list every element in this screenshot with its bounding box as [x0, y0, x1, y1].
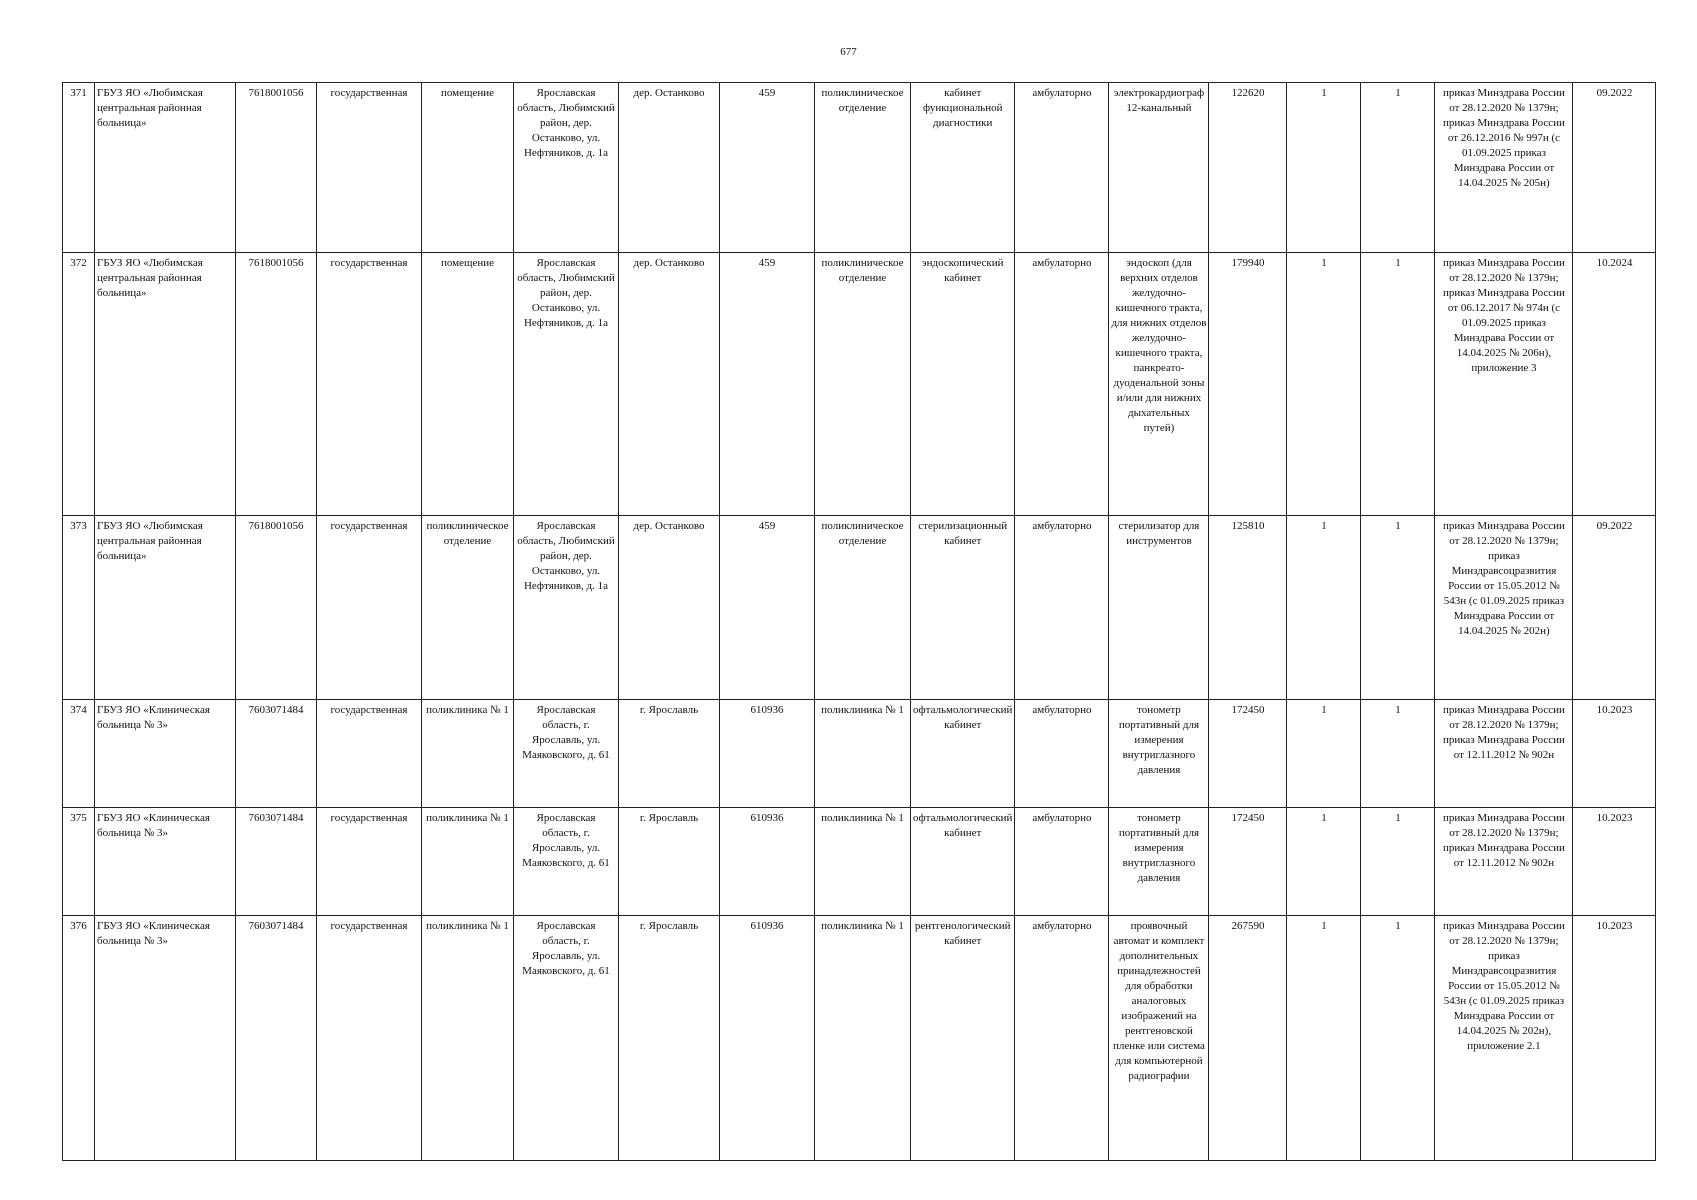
structural-unit: поликлиника № 1	[422, 916, 514, 1161]
address: Ярославская область, г. Ярославль, ул. Маяковского, д. 61	[514, 700, 619, 808]
population: 459	[720, 516, 815, 700]
organization-name: ГБУЗ ЯО «Любимская центральная районная больница»	[95, 83, 236, 253]
structural-unit: поликлиническое отделение	[422, 516, 514, 700]
row-number: 373	[63, 516, 95, 700]
population: 610936	[720, 916, 815, 1161]
care-mode: амбулаторно	[1015, 808, 1109, 916]
population: 459	[720, 83, 815, 253]
organization-name: ГБУЗ ЯО «Любимская центральная районная больница»	[95, 253, 236, 516]
equipment-name: стерилизатор для инструментов	[1109, 516, 1209, 700]
row-number: 372	[63, 253, 95, 516]
organization-name: ГБУЗ ЯО «Клиническая больница № 3»	[95, 916, 236, 1161]
legal-basis: приказ Минздрава России от 28.12.2020 № 1379н; приказ Минздрава России от 12.11.2012 № 902н	[1435, 808, 1573, 916]
page-number: 677	[840, 46, 857, 58]
structural-unit: помещение	[422, 253, 514, 516]
organization-name: ГБУЗ ЯО «Любимская центральная районная больница»	[95, 516, 236, 700]
inn: 7603071484	[236, 808, 317, 916]
inn: 7618001056	[236, 253, 317, 516]
delivery-date: 09.2022	[1573, 516, 1656, 700]
inn: 7603071484	[236, 700, 317, 808]
quantity-need: 1	[1361, 83, 1435, 253]
quantity-plan: 1	[1287, 700, 1361, 808]
quantity-plan: 1	[1287, 516, 1361, 700]
delivery-date: 09.2022	[1573, 83, 1656, 253]
cabinet: офтальмологический кабинет	[911, 808, 1015, 916]
address: Ярославская область, г. Ярославль, ул. Маяковского, д. 61	[514, 808, 619, 916]
quantity-need: 1	[1361, 700, 1435, 808]
ownership-form: государственная	[317, 253, 422, 516]
care-mode: амбулаторно	[1015, 916, 1109, 1161]
row-number: 375	[63, 808, 95, 916]
department: поликлиническое отделение	[815, 516, 911, 700]
quantity-need: 1	[1361, 916, 1435, 1161]
cabinet: эндоскопический кабинет	[911, 253, 1015, 516]
quantity-need: 1	[1361, 808, 1435, 916]
population: 459	[720, 253, 815, 516]
settlement: г. Ярославль	[619, 700, 720, 808]
equipment-name: тонометр портативный для измерения внутриглазного давления	[1109, 700, 1209, 808]
quantity-plan: 1	[1287, 916, 1361, 1161]
row-number: 371	[63, 83, 95, 253]
department: поликлиника № 1	[815, 916, 911, 1161]
care-mode: амбулаторно	[1015, 253, 1109, 516]
department: поликлиника № 1	[815, 700, 911, 808]
row-number: 376	[63, 916, 95, 1161]
equipment-code: 172450	[1209, 700, 1287, 808]
settlement: дер. Останково	[619, 516, 720, 700]
quantity-plan: 1	[1287, 253, 1361, 516]
ownership-form: государственная	[317, 516, 422, 700]
delivery-date: 10.2023	[1573, 808, 1656, 916]
organization-name: ГБУЗ ЯО «Клиническая больница № 3»	[95, 700, 236, 808]
table-row	[63, 916, 1656, 1161]
structural-unit: помещение	[422, 83, 514, 253]
table-row	[63, 253, 1656, 516]
delivery-date: 10.2024	[1573, 253, 1656, 516]
organization-name: ГБУЗ ЯО «Клиническая больница № 3»	[95, 808, 236, 916]
row-number: 374	[63, 700, 95, 808]
structural-unit: поликлиника № 1	[422, 700, 514, 808]
legal-basis: приказ Минздрава России от 28.12.2020 № 1379н; приказ Минздрава России от 26.12.2016 № 997н (с 01.09.2025 приказ Минздрава России от 14.04.2025 № 205н)	[1435, 83, 1573, 253]
equipment-code: 172450	[1209, 808, 1287, 916]
equipment-name: проявочный автомат и комплект дополнительных принадлежностей для обработки аналоговых изображений на рентгеновской пленке или система для компьютерной радиографии	[1109, 916, 1209, 1161]
delivery-date: 10.2023	[1573, 700, 1656, 808]
care-mode: амбулаторно	[1015, 516, 1109, 700]
equipment-code: 267590	[1209, 916, 1287, 1161]
ownership-form: государственная	[317, 83, 422, 253]
inn: 7603071484	[236, 916, 317, 1161]
legal-basis: приказ Минздрава России от 28.12.2020 № 1379н; приказ Минздрава России от 12.11.2012 № 902н	[1435, 700, 1573, 808]
equipment-name: электрокардиограф 12-канальный	[1109, 83, 1209, 253]
settlement: дер. Останково	[619, 83, 720, 253]
ownership-form: государственная	[317, 916, 422, 1161]
care-mode: амбулаторно	[1015, 83, 1109, 253]
department: поликлиническое отделение	[815, 253, 911, 516]
equipment-code: 179940	[1209, 253, 1287, 516]
structural-unit: поликлиника № 1	[422, 808, 514, 916]
inn: 7618001056	[236, 516, 317, 700]
quantity-plan: 1	[1287, 808, 1361, 916]
settlement: дер. Останково	[619, 253, 720, 516]
cabinet: офтальмологический кабинет	[911, 700, 1015, 808]
legal-basis: приказ Минздрава России от 28.12.2020 № 1379н; приказ Минздрава России от 06.12.2017 № 974н (с 01.09.2025 приказ Минздрава России от 14.04.2025 № 206н), приложение 3	[1435, 253, 1573, 516]
address: Ярославская область, г. Ярославль, ул. Маяковского, д. 61	[514, 916, 619, 1161]
legal-basis: приказ Минздрава России от 28.12.2020 № 1379н; приказ Минздравсоцразвития России от 15.05.2012 № 543н (с 01.09.2025 приказ Минздрава России от 14.04.2025 № 202н), приложение 2.1	[1435, 916, 1573, 1161]
table-row	[63, 808, 1656, 916]
quantity-plan: 1	[1287, 83, 1361, 253]
ownership-form: государственная	[317, 808, 422, 916]
cabinet: стерилизационный кабинет	[911, 516, 1015, 700]
legal-basis: приказ Минздрава России от 28.12.2020 № 1379н; приказ Минздравсоцразвития России от 15.05.2012 № 543н (с 01.09.2025 приказ Минздрава России от 14.04.2025 № 202н)	[1435, 516, 1573, 700]
inn: 7618001056	[236, 83, 317, 253]
equipment-name: тонометр портативный для измерения внутриглазного давления	[1109, 808, 1209, 916]
ownership-form: государственная	[317, 700, 422, 808]
delivery-date: 10.2023	[1573, 916, 1656, 1161]
equipment-code: 125810	[1209, 516, 1287, 700]
equipment-code: 122620	[1209, 83, 1287, 253]
care-mode: амбулаторно	[1015, 700, 1109, 808]
table-row	[63, 700, 1656, 808]
settlement: г. Ярославль	[619, 808, 720, 916]
cabinet: рентгенологический кабинет	[911, 916, 1015, 1161]
settlement: г. Ярославль	[619, 916, 720, 1161]
department: поликлиника № 1	[815, 808, 911, 916]
table-row	[63, 83, 1656, 253]
address: Ярославская область, Любимский район, дер. Останково, ул. Нефтяников, д. 1а	[514, 516, 619, 700]
population: 610936	[720, 700, 815, 808]
population: 610936	[720, 808, 815, 916]
department: поликлиническое отделение	[815, 83, 911, 253]
address: Ярославская область, Любимский район, дер. Останково, ул. Нефтяников, д. 1а	[514, 253, 619, 516]
address: Ярославская область, Любимский район, дер. Останково, ул. Нефтяников, д. 1а	[514, 83, 619, 253]
table-row	[63, 516, 1656, 700]
equipment-name: эндоскоп (для верхних отделов желудочно-кишечного тракта, для нижних отделов желудочно-кишечного тракта, панкреато-дуоденальной зоны и/или для нижних дыхательных путей)	[1109, 253, 1209, 516]
cabinet: кабинет функциональной диагностики	[911, 83, 1015, 253]
quantity-need: 1	[1361, 253, 1435, 516]
quantity-need: 1	[1361, 516, 1435, 700]
equipment-register-table	[62, 82, 1656, 1161]
